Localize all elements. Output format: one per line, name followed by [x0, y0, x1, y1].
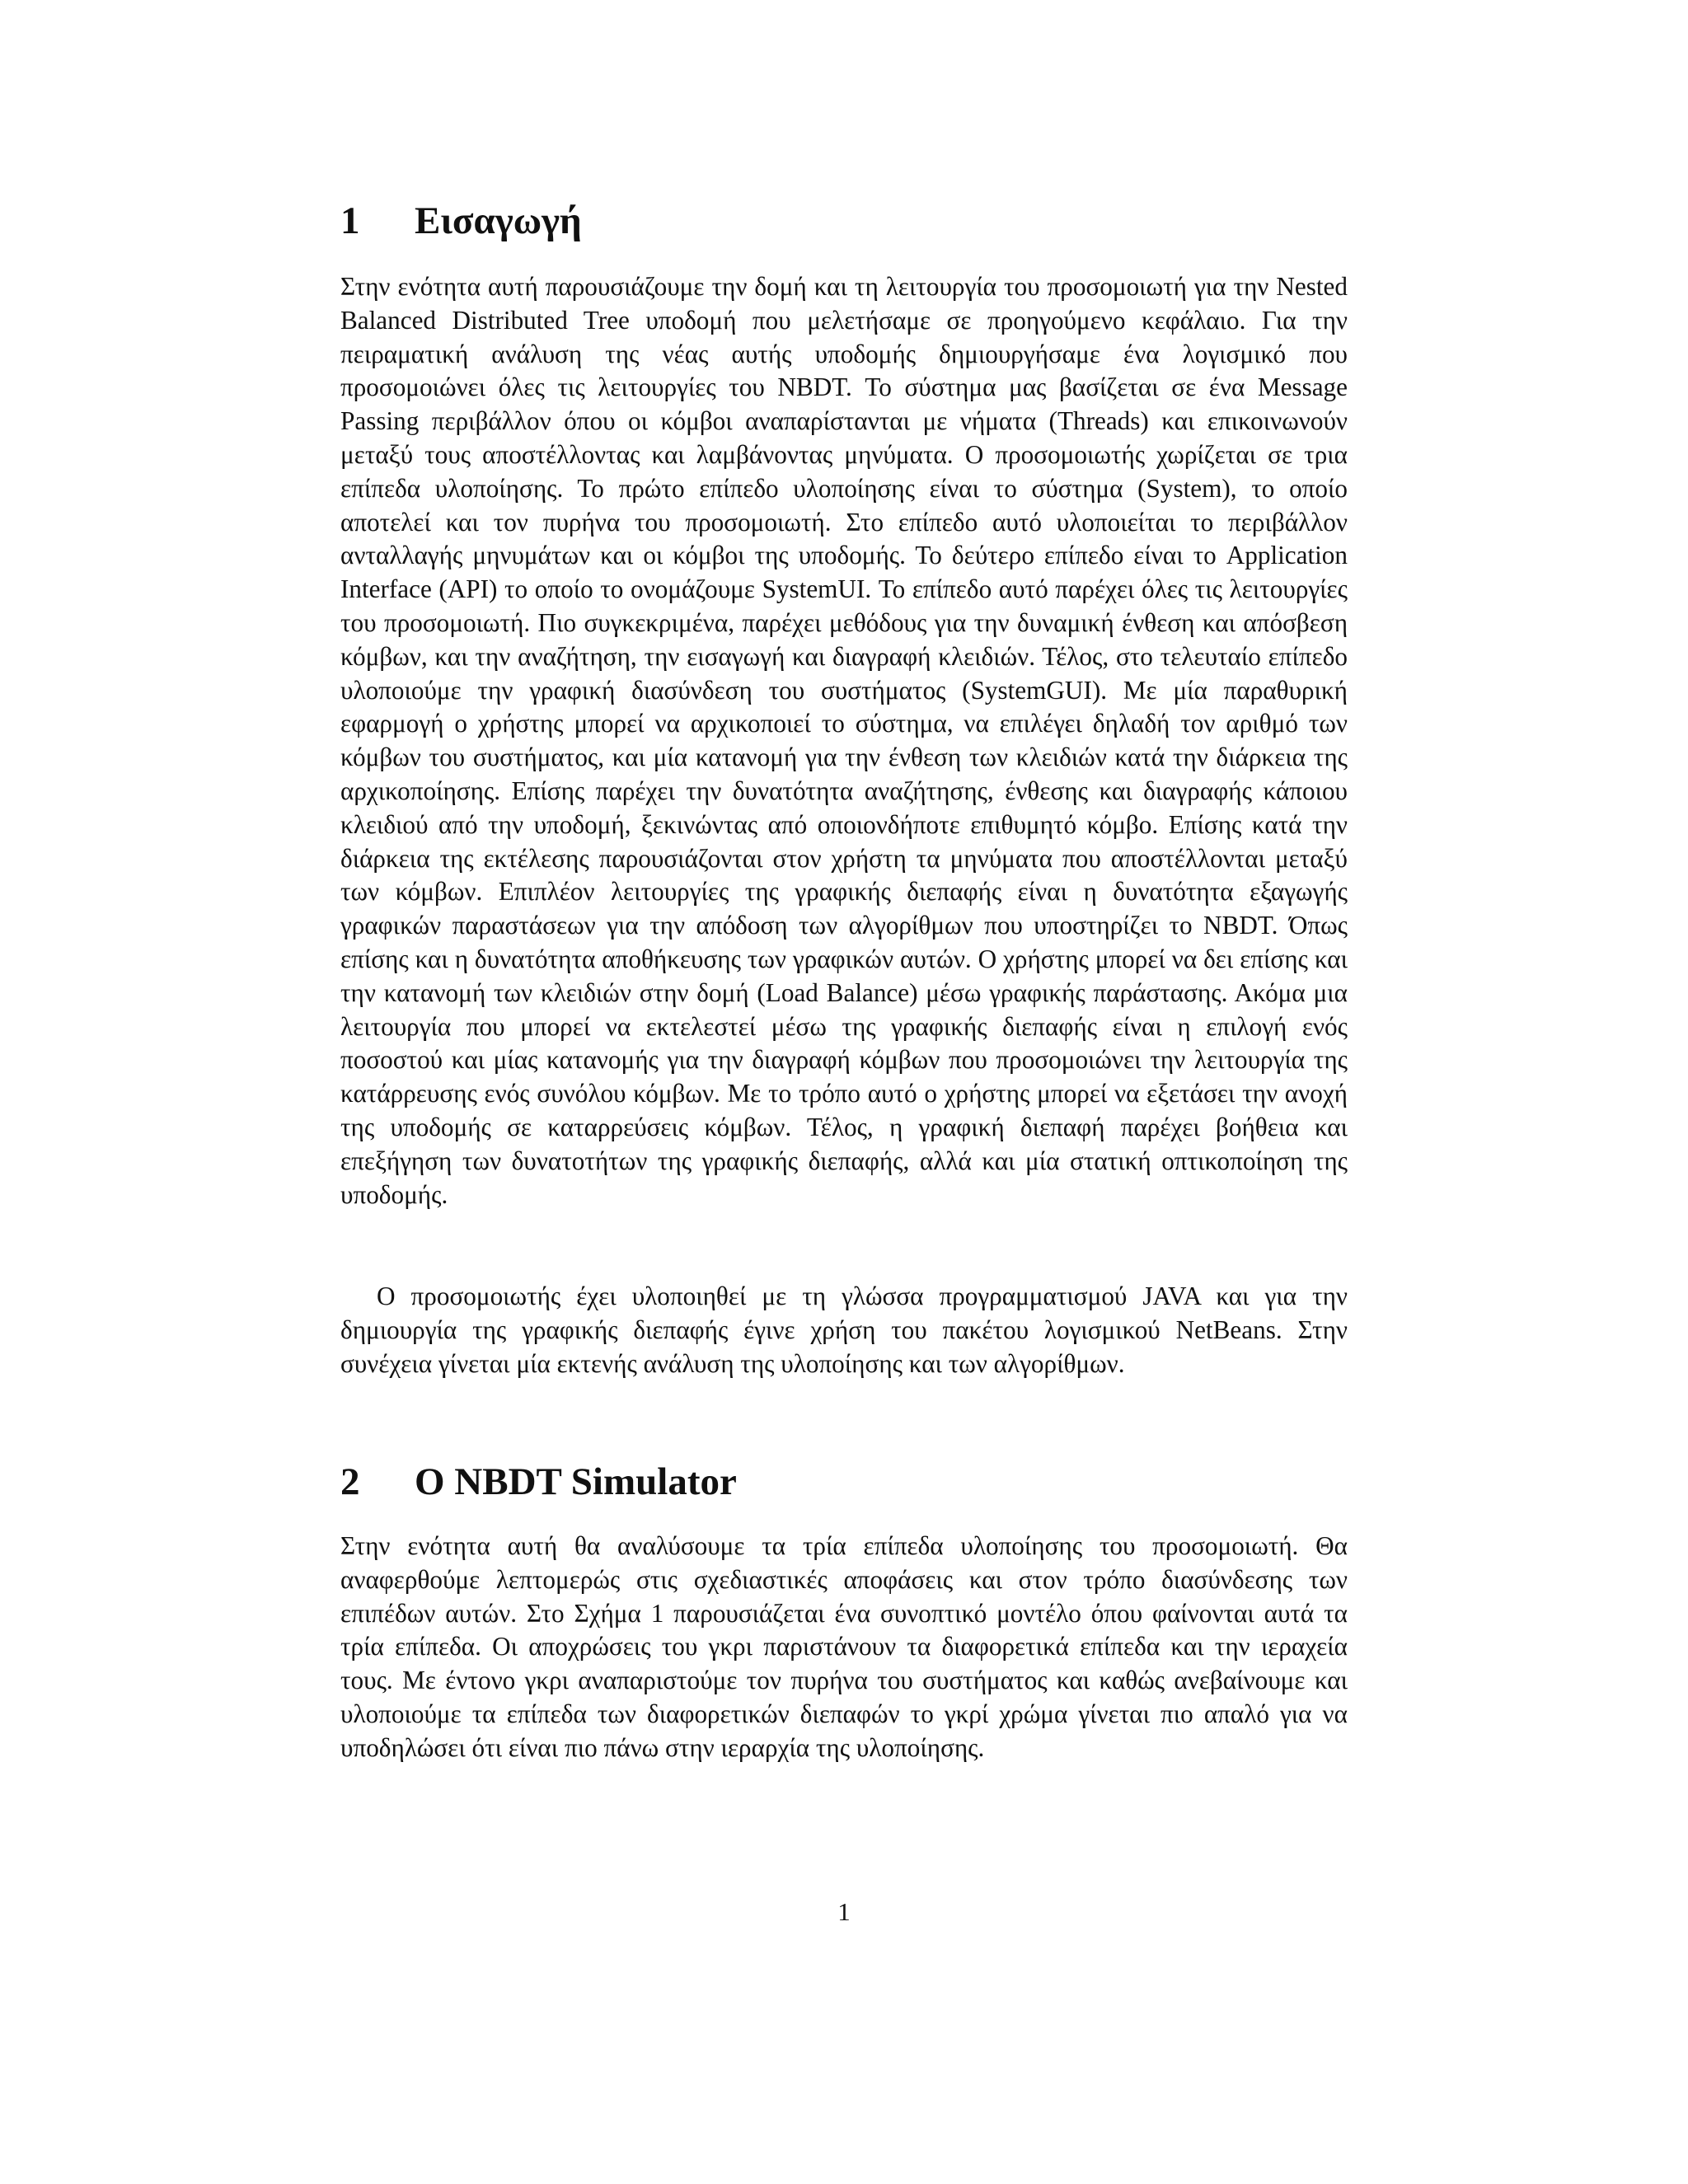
section-number: 2 — [340, 1460, 360, 1503]
section-title: Εισαγωγή — [415, 199, 582, 242]
section-heading-introduction — [340, 198, 582, 244]
page-number: 1 — [837, 1897, 851, 1926]
section-number: 1 — [340, 199, 360, 242]
section-heading-nbdt-simulator — [340, 1459, 737, 1505]
intro-paragraph-2: Ο προσομοιωτής έχει υλοποιηθεί με τη γλώσσα προγραμματισμού JAVA και για την δημιουργία της γραφικής διεπαφής έγινε χρήση του πακέτου λογισμικού NetBeans. Στην συνέχεια γίνεται μία εκτενής ανάλυση της υλοποίησης και των αλγορίθμων. — [340, 1282, 1348, 1378]
intro-paragraph-1: Στην ενότητα αυτή παρουσιάζουμε την δομή και τη λειτουργία του προσομοιωτή για την Nested Balanced Distributed Tree υποδομή που μελετήσαμε σε προηγούμενο κεφάλαιο. Για την πειραματική ανάλυση της νέας αυτής υποδομής δημιουργήσαμε ένα λογισμικό που προσομοιώνει όλες τις λειτουργίες του NBDT. Το σύστημα μας βασίζεται σε ένα Message Passing περιβάλλον όπου οι κόμβοι αναπαρίστανται με νήματα (Threads) και επικοινωνούν μεταξύ τους αποστέλλοντας και λαμβάνοντας μηνύματα. Ο προσομοιωτής χωρίζεται σε τρια επίπεδα υλοποίησης. Το πρώτο επίπεδο υλοποίησης είναι το σύστημα (System), το οποίο αποτελεί και τον πυρήνα του προσομοιωτή. Στο επίπεδο αυτό υλοποιείται το περιβάλλον ανταλλαγής μηνυμάτων και οι κόμβοι της υποδομής. Το δεύτερο επίπεδο είναι το Application Interface (API) το οποίο το ονομάζουμε SystemUI. Το επίπεδο αυτό παρέχει όλες τις λειτουργίες του προσομοιωτή. Πιο συγκεκριμένα, παρέχει μεθόδους για την δυναμική ένθεση και απόσβεση κόμβων, και την αναζήτηση, την εισαγωγή και διαγραφή κλειδιών. Τέλος, στο τελευταίο επίπεδο υλοποιούμε την γραφική διασύνδεση του συστήματος (SystemGUI). Με μία παραθυρική εφαρμογή ο χρήστης μπορεί να αρχικοποιεί το σύστημα, να επιλέγει δηλαδή τον αριθμό των κόμβων του συστήματος, και μία κατανομή για την ένθεση των κλειδιών κατά την διάρκεια της αρχικοποίησης. Επίσης παρέχει την δυνατότητα αναζήτησης, ένθεσης και διαγραφής κάποιου κλειδιού από την υποδομή, ξεκινώντας από οποιονδήποτε επιθυμητό κόμβο. Επίσης κατά την διάρκεια της εκτέλεσης παρουσιάζονται στον χρήστη τα μηνύματα που αποστέλλονται μεταξύ των κόμβων. Επιπλέον λειτουργίες της γραφικής διεπαφής είναι η δυνατότητα εξαγωγής γραφικών παραστάσεων για την απόδοση των αλγορίθμων που υποστηρίζει το NBDT. Όπως επίσης και η δυνατότητα αποθήκευσης των γραφικών αυτών. Ο χρήστης μπορεί να δει επίσης και την κατανομή των κλειδιών στην δομή (Load Balance) μέσω γραφικής παράστασης. Ακόμα μια λειτουργία που μπορεί να εκτελεστεί μέσω της γραφικής διεπαφής είναι η επιλογή ενός ποσοστού και μίας κατανομής για την διαγραφή κόμβων που προσομοιώνει την λειτουργία της κατάρρευσης ενός συνόλου κόμβων. Με το τρόπο αυτό ο χρήστης μπορεί να εξετάσει την ανοχή της υποδομής σε καταρρεύσεις κόμβων. Τέλος, η γραφική διεπαφή παρέχει βοήθεια και επεξήγηση των δυνατοτήτων της γραφικής διεπαφής, αλλά και μία στατική οπτικοποίηση της υποδομής. — [340, 272, 1348, 1209]
section-title: Ο NBDT Simulator — [415, 1460, 737, 1503]
simulator-paragraph-1: Στην ενότητα αυτή θα αναλύσουμε τα τρία επίπεδα υλοποίησης του προσομοιωτή. Θα αναφερθούμε λεπτομερώς στις σχεδιαστικές αποφάσεις και στον τρόπο διασύνδεσης των επιπέδων αυτών. Στο Σχήμα 1 παρουσιάζεται ένα συνοπτικό μοντέλο όπου φαίνονται αυτά τα τρία επίπεδα. Οι αποχρώσεις του γκρι παριστάνουν τα διαφορετικά επίπεδα και την ιεραχεία τους. Με έντονο γκρι αναπαριστούμε τον πυρήνα του συστήματος και καθώς ανεβαίνουμε και υλοποιούμε τα επίπεδα των διαφορετικών διεπαφών το γκρί χρώμα γίνεται πιο απαλό για να υποδηλώσει ότι είναι πιο πάνω στην ιεραρχία της υλοποίησης. — [340, 1531, 1348, 1762]
